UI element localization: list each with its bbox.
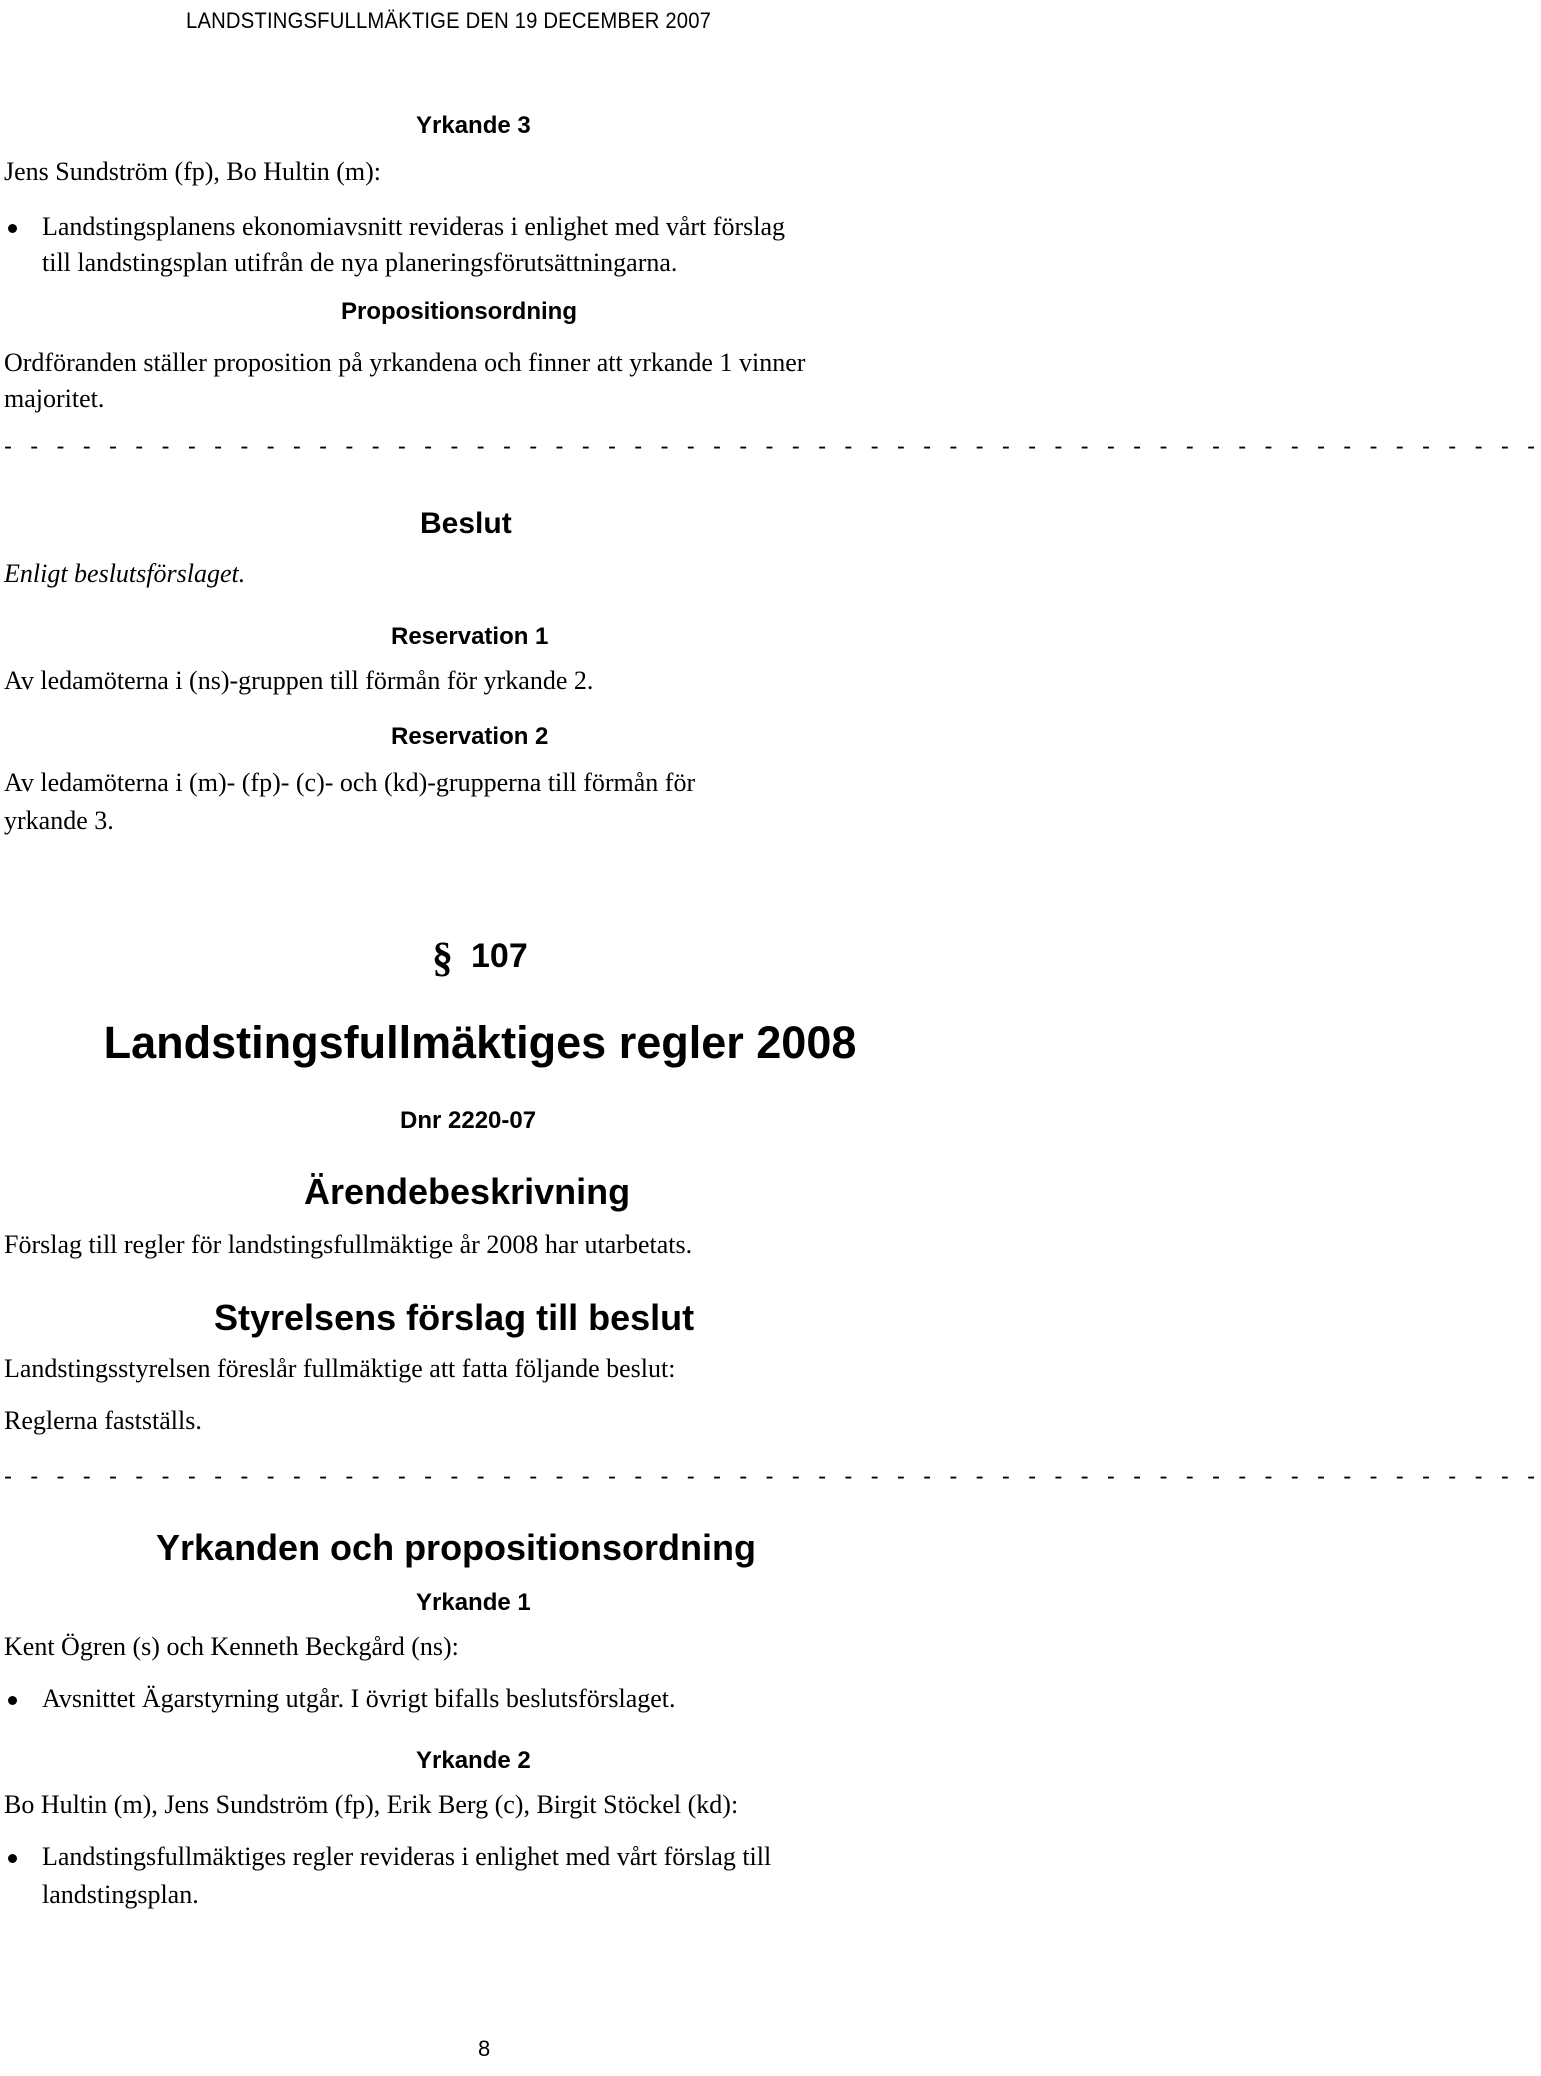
- styrelsen-text: Landstingsstyrelsen föreslår fullmäktige att fatta följande beslut:: [4, 1354, 676, 1383]
- proposer-yrkande-3: Jens Sundström (fp), Bo Hultin (m):: [4, 157, 381, 186]
- reservation-2-text-line-1: Av ledamöterna i (m)- (fp)- (c)- och (kd)-grupperna till förmån för: [4, 768, 696, 797]
- section-divider: - - - - - - - - - - - - - - - - - - - - - - - - - - - - - - - - - - - - - - - - - - - - - - - - - - - - - - - - - - -: [4, 433, 1541, 460]
- bullet-yrkande-1: Avsnittet Ägarstyrning utgår. I övrigt bifalls beslutsförslaget.: [42, 1684, 676, 1713]
- bullet-yrkande-2-line-2: landstingsplan.: [42, 1880, 199, 1909]
- heading-yrkande-1: Yrkande 1: [416, 1589, 531, 1616]
- proposer-yrkande-2: Bo Hultin (m), Jens Sundström (fp), Erik Berg (c), Birgit Stöckel (kd):: [4, 1790, 739, 1819]
- bullet-yrkande-3-line-2: till landstingsplan utifrån de nya planeringsförutsättningarna.: [42, 248, 678, 277]
- reservation-2-text-line-2: yrkande 3.: [4, 806, 114, 835]
- bullet-yrkande-2-line-1: Landstingsfullmäktiges regler revideras i enlighet med vårt förslag till: [42, 1842, 772, 1871]
- proposition-text-line-1: Ordföranden ställer proposition på yrkandena och finner att yrkande 1 vinner: [4, 348, 806, 377]
- heading-beslut: Beslut: [420, 507, 512, 540]
- page-number: 8: [478, 2036, 491, 2061]
- heading-propositionsordning: Propositionsordning: [341, 298, 577, 325]
- section-divider: - - - - - - - - - - - - - - - - - - - - - - - - - - - - - - - - - - - - - - - - - - - - - - - - - - - - - - - - - - -: [4, 1463, 1541, 1490]
- reglerna-text: Reglerna fastställs.: [4, 1406, 202, 1435]
- beslut-text: Enligt beslutsförslaget.: [4, 559, 246, 588]
- bullet-dot: [8, 1696, 17, 1705]
- section-sign: §: [432, 935, 453, 981]
- heading-yrkanden-och-propositionsordning: Yrkanden och propositionsordning: [156, 1527, 757, 1568]
- bullet-dot: [8, 1854, 17, 1863]
- running-header: LANDSTINGSFULLMÄKTIGE DEN 19 DECEMBER 2007: [186, 8, 712, 33]
- bullet-dot: [8, 224, 17, 233]
- heading-reservation-2: Reservation 2: [391, 723, 549, 750]
- bullet-yrkande-3-line-1: Landstingsplanens ekonomiavsnitt revideras i enlighet med vårt förslag: [42, 212, 785, 241]
- section-number: 107: [471, 937, 528, 975]
- reservation-1-text: Av ledamöterna i (ns)-gruppen till förmån för yrkande 2.: [4, 666, 594, 695]
- dnr-number: Dnr 2220-07: [400, 1107, 537, 1134]
- heading-yrkande-2: Yrkande 2: [416, 1747, 531, 1774]
- heading-arendebeskrivning: Ärendebeskrivning: [304, 1171, 631, 1212]
- arende-text: Förslag till regler för landstingsfullmäktige år 2008 har utarbetats.: [4, 1230, 693, 1259]
- proposer-yrkande-1: Kent Ögren (s) och Kenneth Beckgård (ns):: [4, 1632, 459, 1661]
- document-title: Landstingsfullmäktiges regler 2008: [103, 1017, 857, 1068]
- proposition-text-line-2: majoritet.: [4, 384, 105, 413]
- heading-styrelsens-forslag: Styrelsens förslag till beslut: [214, 1297, 695, 1338]
- heading-yrkande-3: Yrkande 3: [416, 112, 531, 139]
- heading-reservation-1: Reservation 1: [391, 623, 549, 650]
- section-number-heading: [432, 934, 528, 982]
